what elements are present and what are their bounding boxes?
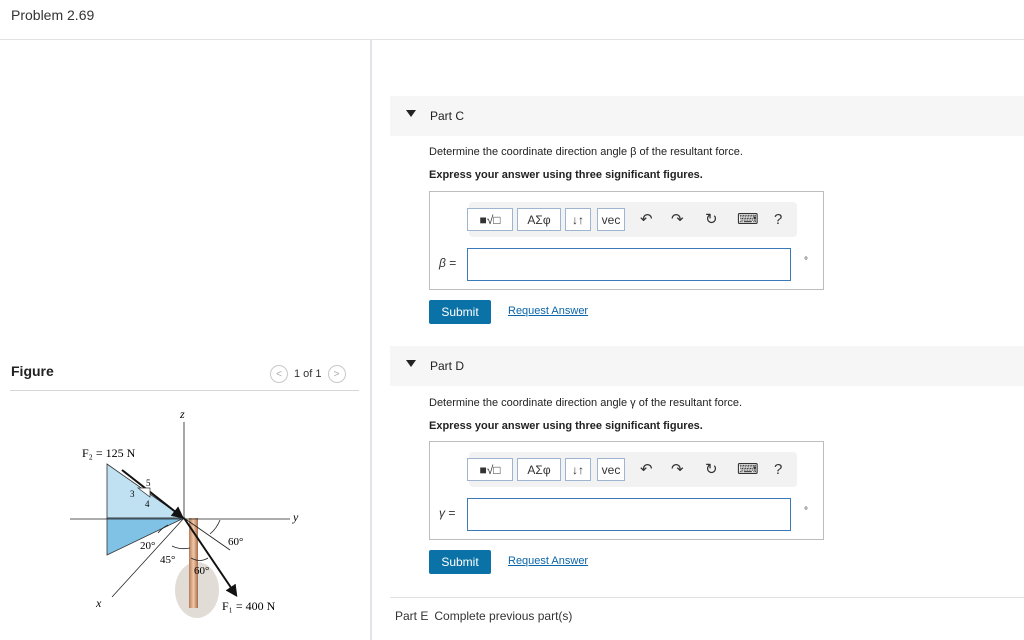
part-d-submit-button[interactable]: Submit bbox=[429, 550, 491, 574]
part-d-title: Part D bbox=[430, 359, 465, 373]
redo-icon[interactable]: ↷ bbox=[671, 211, 684, 228]
part-c-unit: ° bbox=[804, 256, 808, 267]
angle-60a-arc bbox=[210, 520, 220, 534]
angle-45-label: 45° bbox=[160, 554, 176, 566]
part-d-var: γ bbox=[439, 506, 445, 520]
keyboard-icon[interactable]: ⌨ bbox=[737, 461, 759, 478]
equation-toolbar bbox=[469, 452, 797, 487]
f1-label: F₁ = 400 N bbox=[222, 599, 276, 613]
reset-icon[interactable]: ↻ bbox=[705, 461, 718, 478]
part-d-instruction: Express your answer using three significant figures. bbox=[429, 420, 703, 432]
top-bar bbox=[0, 0, 1024, 40]
part-c-variable bbox=[439, 256, 456, 270]
f2-label: F₂ = 125 N bbox=[82, 446, 136, 460]
figure-divider bbox=[10, 390, 359, 391]
collapse-icon bbox=[406, 360, 416, 367]
greek-button[interactable]: ΑΣφ bbox=[517, 458, 561, 481]
slope-3-label: 3 bbox=[130, 489, 135, 499]
part-e-divider bbox=[390, 597, 1024, 598]
part-d-eq: = bbox=[448, 506, 456, 520]
part-e-status: Complete previous part(s) bbox=[434, 609, 573, 623]
part-d-question: Determine the coordinate direction angle γ of the resultant force. bbox=[429, 397, 743, 409]
panel-divider[interactable] bbox=[370, 39, 372, 640]
force-diagram bbox=[50, 400, 310, 635]
collapse-icon bbox=[406, 110, 416, 117]
greek-button[interactable]: ΑΣφ bbox=[517, 208, 561, 231]
figure-pager bbox=[270, 365, 346, 383]
templates-button[interactable]: ■√□ bbox=[467, 208, 513, 231]
part-e-label: Part E bbox=[395, 609, 429, 623]
undo-icon[interactable]: ↶ bbox=[640, 211, 653, 228]
x-label: x bbox=[96, 596, 102, 610]
part-c-header[interactable] bbox=[390, 96, 1024, 136]
prev-figure-button[interactable]: < bbox=[270, 365, 288, 383]
part-d-answer-input[interactable] bbox=[467, 498, 791, 531]
z-label: z bbox=[180, 407, 185, 421]
help-icon[interactable]: ? bbox=[774, 211, 783, 228]
angle-60a-label: 60° bbox=[228, 536, 244, 548]
equation-toolbar bbox=[469, 202, 797, 237]
part-c-instruction: Express your answer using three significant figures. bbox=[429, 169, 703, 181]
part-c-title: Part C bbox=[430, 109, 465, 123]
vec-button[interactable]: vec bbox=[597, 208, 625, 231]
part-c-var: β bbox=[439, 256, 446, 270]
part-d-request-answer-link[interactable]: Request Answer bbox=[508, 555, 589, 567]
part-e-row bbox=[395, 609, 572, 623]
angle-45-arc bbox=[172, 546, 190, 549]
slope-4-label: 4 bbox=[145, 499, 150, 509]
next-figure-button[interactable]: > bbox=[328, 365, 346, 383]
part-c-question: Determine the coordinate direction angle β of the resultant force. bbox=[429, 146, 743, 158]
part-d-answer-box bbox=[429, 441, 824, 540]
page-title: Problem 2.69 bbox=[11, 7, 95, 23]
arrows-button[interactable]: ↓↑ bbox=[565, 208, 591, 231]
templates-button[interactable]: ■√□ bbox=[467, 458, 513, 481]
undo-icon[interactable]: ↶ bbox=[640, 461, 653, 478]
reset-icon[interactable]: ↻ bbox=[705, 211, 718, 228]
part-c-submit-button[interactable]: Submit bbox=[429, 300, 491, 324]
part-d-variable bbox=[439, 506, 455, 520]
part-c-eq: = bbox=[449, 256, 457, 270]
y-label: y bbox=[293, 510, 299, 524]
slope-5-label: 5 bbox=[146, 478, 151, 488]
angle-20-label: 20° bbox=[140, 540, 156, 552]
pager-text: 1 of 1 bbox=[294, 368, 322, 380]
part-d-header[interactable] bbox=[390, 346, 1024, 386]
keyboard-icon[interactable]: ⌨ bbox=[737, 211, 759, 228]
help-icon[interactable]: ? bbox=[774, 461, 783, 478]
redo-icon[interactable]: ↷ bbox=[671, 461, 684, 478]
figure-heading: Figure bbox=[11, 363, 54, 379]
vec-button[interactable]: vec bbox=[597, 458, 625, 481]
part-d-unit: ° bbox=[804, 506, 808, 517]
arrows-button[interactable]: ↓↑ bbox=[565, 458, 591, 481]
part-c-answer-input[interactable] bbox=[467, 248, 791, 281]
part-c-request-answer-link[interactable]: Request Answer bbox=[508, 305, 589, 317]
angle-60b-label: 60° bbox=[194, 565, 210, 577]
part-c-answer-box bbox=[429, 191, 824, 290]
